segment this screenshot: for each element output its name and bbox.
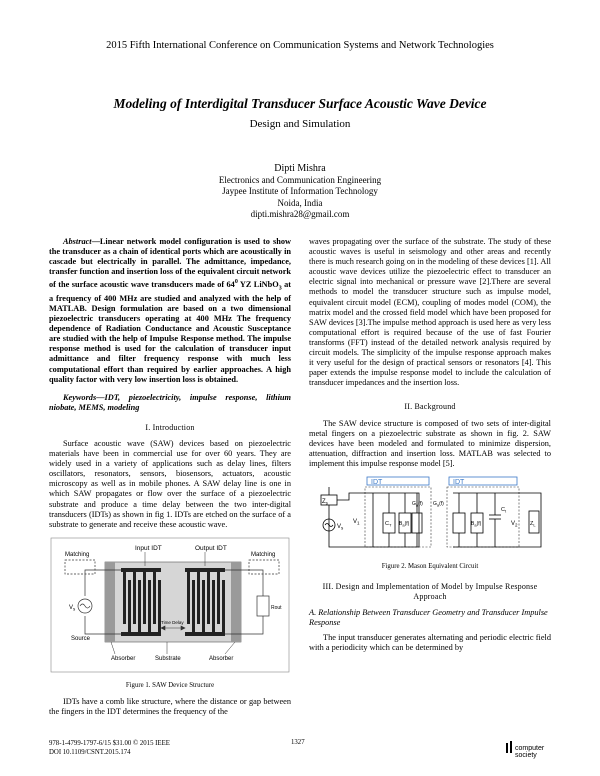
logo-line-2: society bbox=[515, 752, 537, 759]
label-ga-right: $G_a(f)$ bbox=[433, 500, 444, 508]
footer-doi[interactable]: DOI 10.1109/CSNT.2015.174 bbox=[49, 749, 131, 756]
paper-subtitle: Design and Simulation bbox=[249, 118, 351, 130]
label-ba-left: $B_a(f)$ bbox=[399, 520, 410, 528]
keywords bbox=[49, 393, 291, 413]
mason-equivalent-circuit bbox=[309, 475, 551, 555]
label-ct2: $C_t$ bbox=[501, 506, 507, 514]
keywords-text: —IDT, piezoelectricity, impulse response, lithium niobate, MEMS, modeling bbox=[49, 392, 291, 412]
logo-text bbox=[515, 745, 544, 759]
abstract-sub: 3 bbox=[278, 285, 282, 292]
label-time-delay: Time Delay bbox=[161, 619, 184, 625]
section-1-heading: I. Introduction bbox=[145, 422, 195, 432]
label-idt-right: IDT bbox=[453, 478, 465, 486]
label-input-idt: Input IDT bbox=[135, 544, 162, 552]
author-block bbox=[0, 163, 600, 221]
author-location: Noida, India bbox=[277, 197, 323, 208]
computer-society-logo-icon bbox=[505, 739, 515, 761]
page-number: 1327 bbox=[291, 739, 305, 746]
label-output-idt: Output IDT bbox=[195, 544, 227, 552]
abstract-text-c: at a frequency of 400 MHz are studied and analyzed with the help of MATLAB. Design formulation are based on a two dimensional piezoelectric transducers operating at 400 MHz The frequency dependence of Radiation Conductance and Acoustic Susceptance are studied with the help of Impulse Response method. The impulse response method is used for the calculation of transducer input admittance and filter frequency response with much less computational effort than required by earlier approaches. A high quality factor with very low insertion loss is obtained. bbox=[49, 280, 291, 384]
logo-line-1: computer bbox=[515, 745, 545, 752]
author-institute: Jaypee Institute of Information Technology bbox=[222, 186, 378, 196]
author-email[interactable]: dipti.mishra28@gmail.com bbox=[250, 209, 350, 219]
abstract-sup: 0 bbox=[234, 279, 238, 286]
label-zs: $Z_s$ bbox=[322, 498, 328, 506]
paper-title: Modeling of Interdigital Transducer Surface Acoustic Wave Device bbox=[113, 96, 487, 111]
label-v2: $V_2$ bbox=[511, 520, 518, 528]
label-vs bbox=[69, 605, 76, 612]
computer-society-logo bbox=[505, 739, 553, 761]
label-ba-right: $B_a(f)$ bbox=[471, 520, 482, 528]
label-vs-sub: s bbox=[73, 606, 76, 612]
section-1-para-1: Surface acoustic wave (SAW) devices based on piezoelectric materials have been in commercial use for over 60 years. They are widely used in a variety of applications such as delay lines, filters oscillators, resonators, sensors, biosensors, actuators, acoustic microscopy as well as in mobile phones. A SAW delay line is one in which SAW propagates or flow over the surface of a piezoelectric substrate and produce a time delay between the two inter-digital transducers (IDTs) as shown in fig 1. IDTs are etched on the surface of a substrate to generate and receive these acoustic wave. bbox=[49, 439, 291, 529]
figure-2 bbox=[309, 475, 551, 558]
abstract bbox=[49, 237, 291, 385]
conference-header: 2015 Fifth International Conference on Communication Systems and Network Technologies bbox=[106, 40, 494, 51]
label-vs-main: V bbox=[69, 604, 74, 611]
label-substrate: Substrate bbox=[155, 655, 181, 662]
label-absorber-right: Absorber bbox=[209, 655, 234, 662]
section-3-heading: III. Design and Implementation of Model by Impulse Response Approach bbox=[322, 582, 538, 602]
author-name: Dipti Mishra bbox=[274, 163, 326, 174]
label-matching-left: Matching bbox=[65, 551, 90, 558]
absorber-left bbox=[105, 562, 115, 642]
left-column bbox=[49, 237, 291, 717]
abstract-text-a: —Linear network model configuration is used to show the transducer as a chain of identical ports which are acoustically in cascade but electrically in parallel. The admittance, impedance, transfer function and insertion loss of the equivalent circuit network of the surface acoustic wave transducers made of 64 bbox=[49, 237, 291, 290]
saw-device-diagram bbox=[49, 536, 291, 674]
figure-1-caption: Figure 1. SAW Device Structure bbox=[125, 681, 215, 689]
footer-isbn: 978-1-4799-1797-6/15 $31.00 © 2015 IEEE bbox=[49, 740, 170, 747]
keywords-label: Keywords bbox=[63, 392, 97, 402]
figure-1 bbox=[49, 536, 291, 677]
footer-left bbox=[49, 739, 170, 757]
abstract-text-b: YZ LiNbO bbox=[237, 280, 279, 290]
section-2-heading: II. Background bbox=[404, 402, 456, 412]
abstract-label: Abstract bbox=[63, 237, 92, 246]
section-2-para: The SAW device structure is composed of two sets of inter-digital metal fingers on a piezoelectric substrate as shown in fig. 2. SAW devices have been modeled and formulated to minimize dispersion, attenuation, diffraction and insertion loss. MATLAB was selected to implement this impulse response model [5]. bbox=[309, 418, 551, 468]
label-ct: $C_T$ bbox=[385, 520, 392, 528]
label-absorber-left: Absorber bbox=[111, 655, 136, 662]
label-v1: $V_1$ bbox=[353, 518, 360, 526]
section-3a-heading: A. Relationship Between Transducer Geometry and Transducer Impulse Response bbox=[309, 608, 548, 628]
label-ga-left: $G_a(f)$ bbox=[412, 500, 423, 508]
figure-2-caption: Figure 2. Mason Equivalent Circuit bbox=[381, 563, 479, 571]
label-source: Source bbox=[71, 635, 91, 642]
section-1-para-2: IDTs have a comb like structure, where the distance or gap between the fingers in the IDT determines the frequency of the bbox=[49, 697, 291, 717]
section-1-continued: waves propagating over the surface of the substrate. The study of these acoustic waves is useful in seismology and other areas and recently there is much research going on in the modeling of these devices [1]. All acoustic wave devices utilize the piezoelectric effect to transducer an electric signal into mechanical or pressure wave [2].There are several methods to model the transducer structure such as impulse model, equivalent circuit model (ECM), coupling of modes model (COM), the matrix model and the crossed field model which have been proposed for SAW devices [3].The impulse method approach is used here as very less computational effort is required because of the use of fast Fourier transforms (FFT) instead of the detailed network analysis required by circuit models. The simplicity of the impulse response approach makes it very useful for the design of practical sensors or resonators [4]. This paper extends the impulse response model to include the calculation of transducer impedances and the insertion loss. bbox=[309, 237, 551, 388]
author-dept: Electronics and Communication Engineering bbox=[218, 174, 382, 185]
label-vs: $V_s$ bbox=[337, 523, 344, 531]
right-column bbox=[309, 237, 551, 653]
label-idt-left: IDT bbox=[371, 478, 383, 486]
label-matching-right: Matching bbox=[251, 551, 276, 558]
label-zl: $Z_L$ bbox=[530, 520, 536, 528]
absorber-right bbox=[231, 562, 241, 642]
section-3-para: The input transducer generates alternating and periodic electric field with a periodicity which can be determined by bbox=[309, 632, 551, 652]
label-rout: Rout bbox=[271, 604, 282, 611]
